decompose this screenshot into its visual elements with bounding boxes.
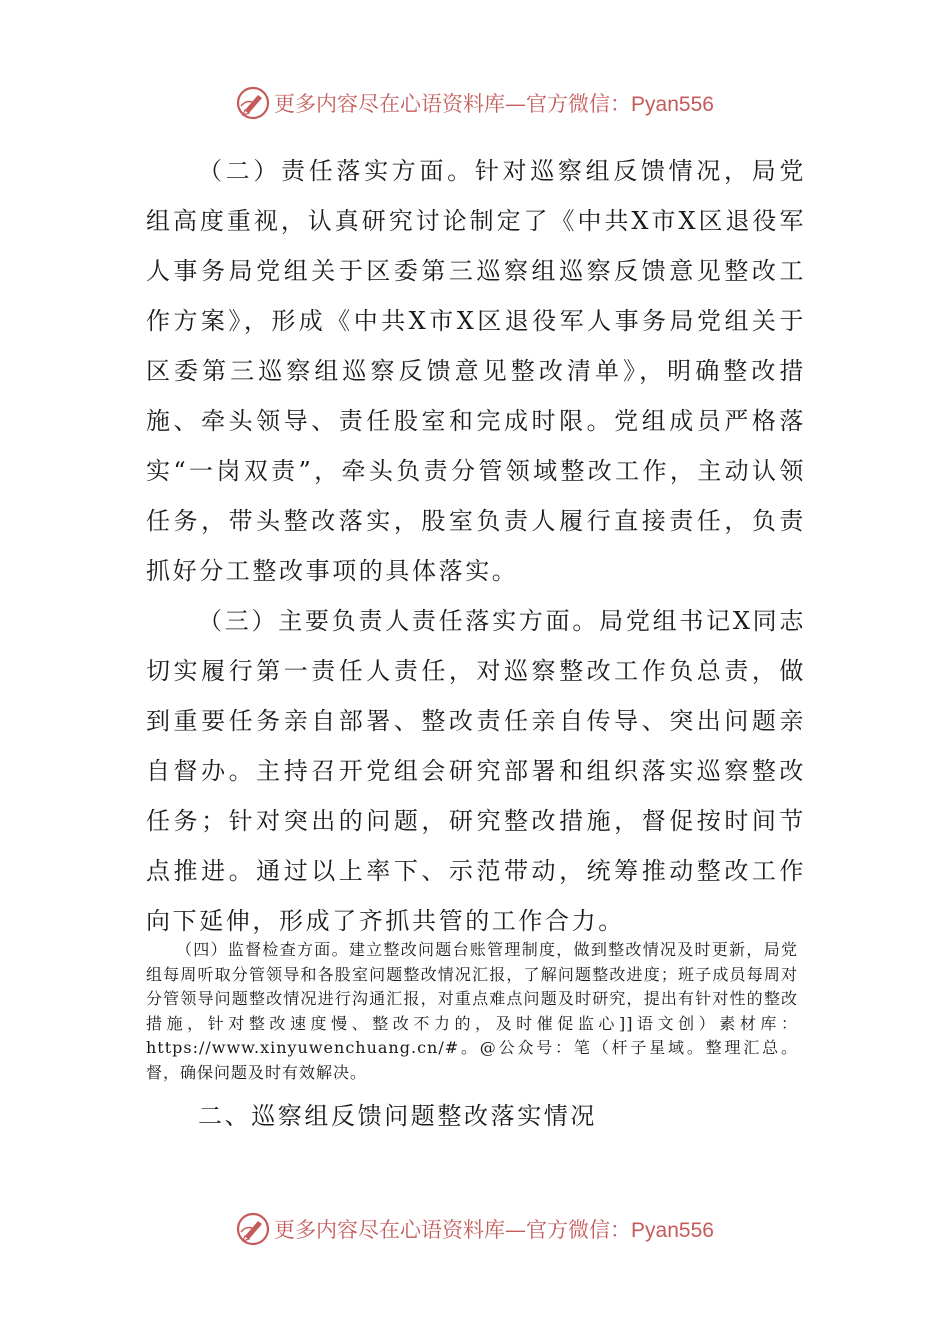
banner-slogan: 更多内容尽在心语资料库 xyxy=(274,1218,506,1242)
header-banner xyxy=(0,78,950,128)
footer-banner xyxy=(0,1204,950,1254)
banner-contact-id: Pyan556 xyxy=(631,1219,714,1242)
banner-text xyxy=(274,88,714,118)
paragraph-responsibility: （二）责任落实方面。针对巡察组反馈情况，局党组高度重视，认真研究讨论制定了《中共X市X区退役军人事务局党组关于区委第三巡察组巡察反馈意见整改工作方案》，形成《中共X市X区退役军人事务局党组关于区委第三巡察组巡察反馈意见整改清单》，明确整改措施、牵头领导、责任股室和完成时限。党组成员严格落实“一岗双责”，牵头负责分管领域整改工作，主动认领任务，带头整改落实，股室负责人履行直接责任，负责抓好分工整改事项的具体落实。 xyxy=(146,157,806,585)
body-content xyxy=(146,146,806,946)
banner-separator: — xyxy=(505,1218,527,1242)
banner-slogan: 更多内容尽在心语资料库 xyxy=(274,92,506,116)
paragraph-leader-responsibility: （三）主要负责人责任落实方面。局党组书记X同志切实履行第一责任人责任，对巡察整改工作负总责，做到重要任务亲自部署、整改责任亲自传导、突出问题亲自督办。主持召开党组会研究部署和组织落实巡察整改任务；针对突出的问题，研究整改措施，督促按时间节点推进。通过以上率下、示范带动，统筹推动整改工作向下延伸，形成了齐抓共管的工作合力。 xyxy=(146,607,806,935)
banner-text xyxy=(274,1214,714,1244)
section-heading: 二、巡察组反馈问题整改落实情况 xyxy=(198,1102,597,1130)
banner-separator: — xyxy=(505,92,527,116)
pen-logo-icon xyxy=(236,1212,270,1246)
pen-logo-icon xyxy=(236,86,270,120)
banner-contact-label: 官方微信： xyxy=(526,1218,632,1242)
paragraph-supervision: （四）监督检查方面。建立整改问题台账管理制度，做到整改情况及时更新，局党组每周听取分管领导和各股室问题整改情况汇报，了解问题整改进度；班子成员每周对分管领导问题整改情况进行沟通汇报，对重点难点问题及时研究，提出有针对性的整改措施，针对整改速度慢、整改不力的，及时催促监心]]语文创）素材库：https://www.xinyuwenchuang.cn/#。@公众号：笔（杆子星域。整理汇总。督，确保问题及时有效解决。 xyxy=(146,940,798,1082)
banner-contact-id: Pyan556 xyxy=(631,93,714,116)
banner-contact-label: 官方微信： xyxy=(526,92,632,116)
